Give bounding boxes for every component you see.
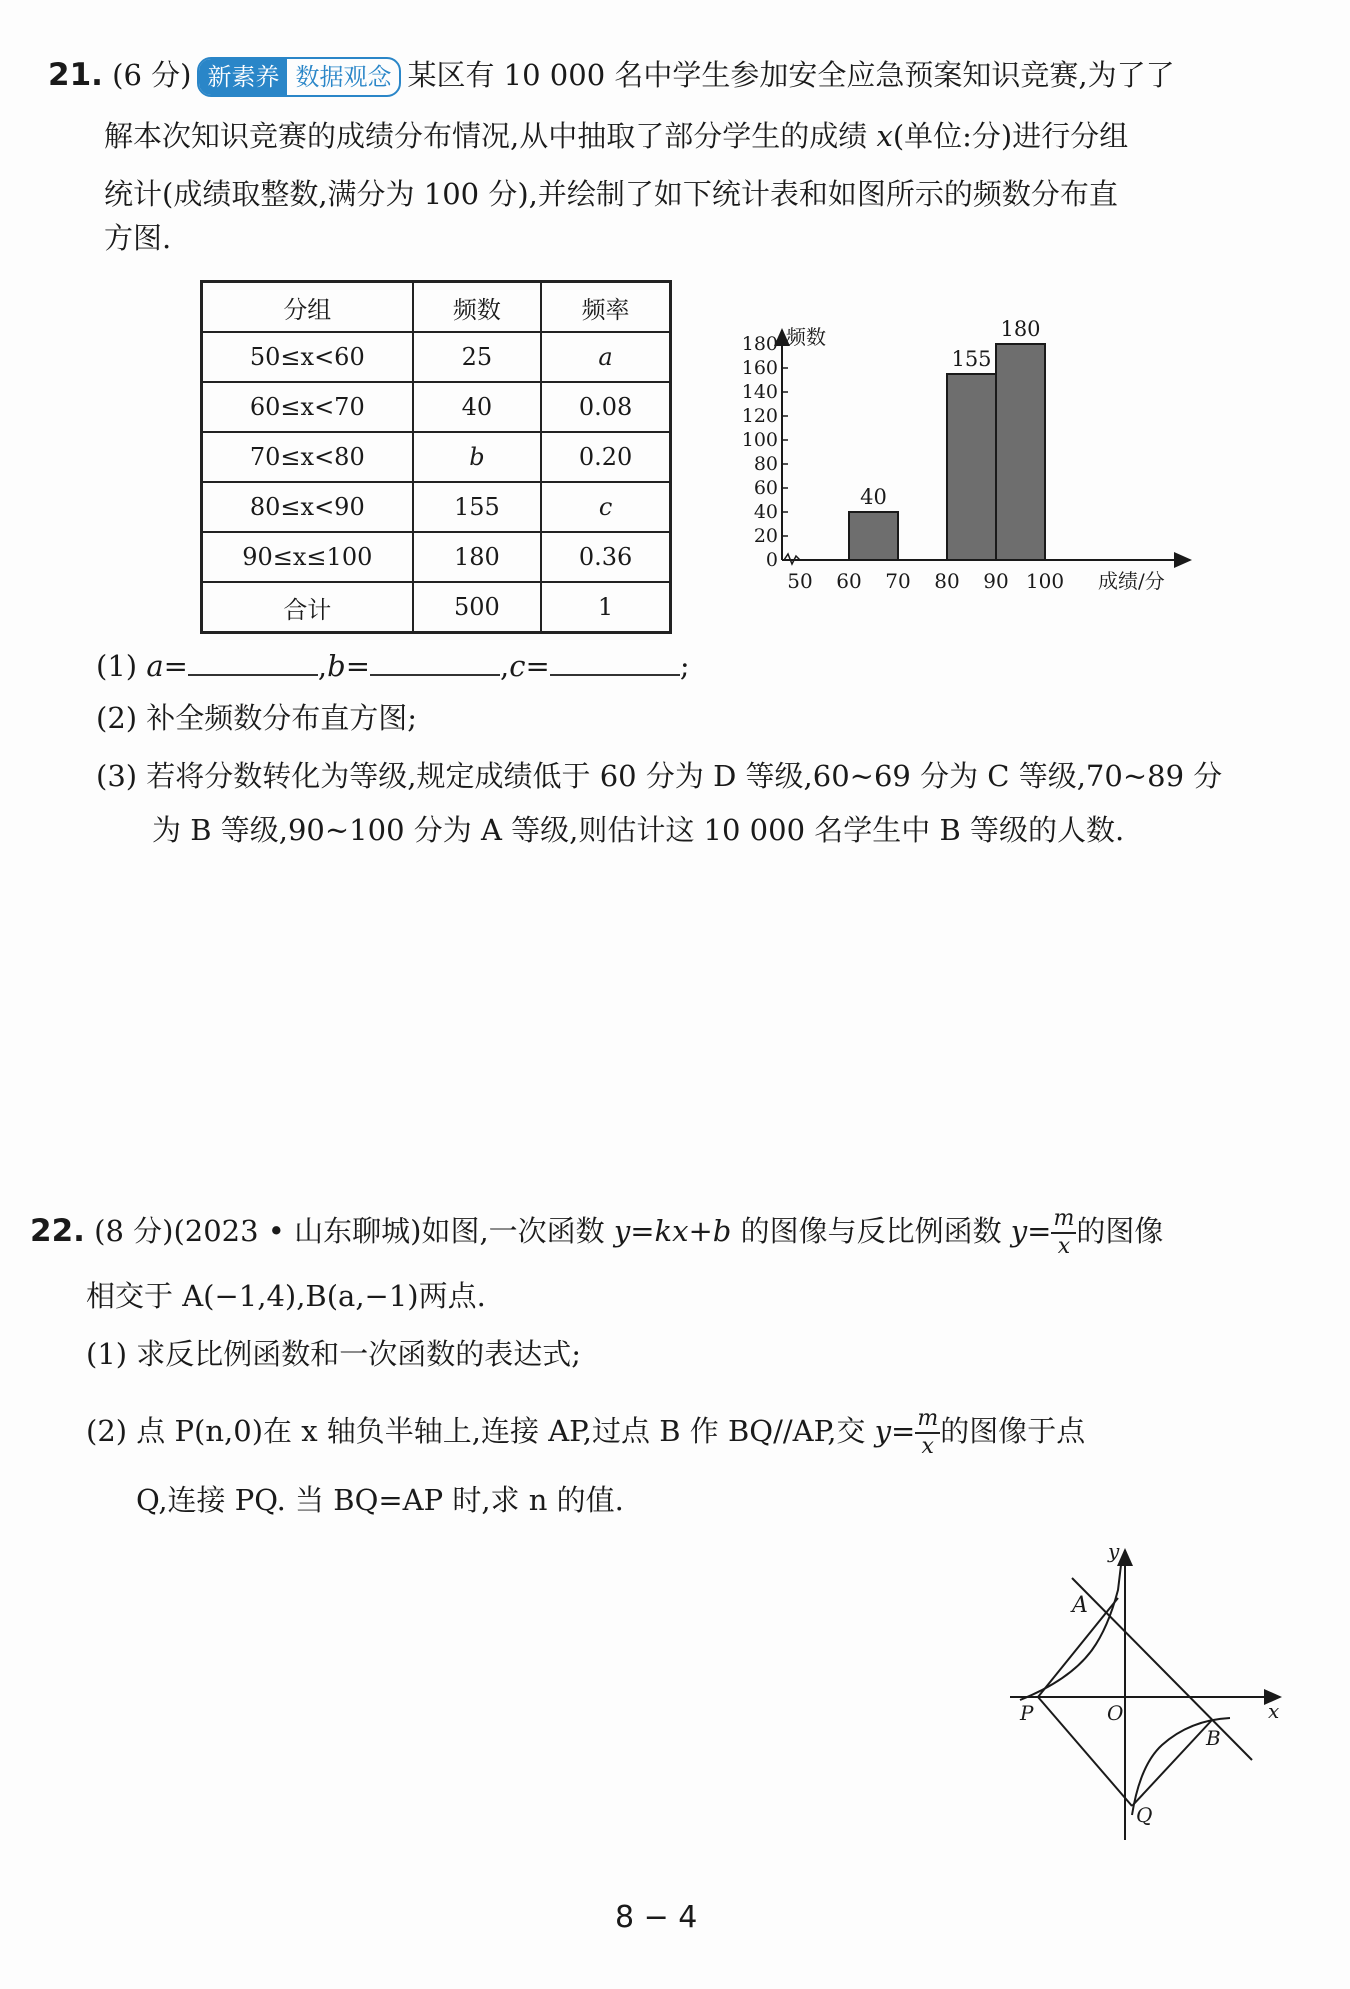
q22-stem-c: 的图像 xyxy=(1076,1214,1164,1248)
y-tick-label: 100 xyxy=(741,429,778,451)
label-Q: Q xyxy=(1136,1803,1153,1827)
q21-stem-line2a: 解本次知识竞赛的成绩分布情况,从中抽取了部分学生的成绩 xyxy=(104,119,877,153)
line-ab xyxy=(1072,1578,1252,1760)
table-cell: c xyxy=(541,482,670,532)
table-cell: 0.08 xyxy=(541,382,670,432)
y-equals: y= xyxy=(1010,1214,1052,1248)
q22-sub2-line1 xyxy=(86,1408,1085,1458)
y-tick-label: 180 xyxy=(741,333,778,355)
fraction-denominator: x xyxy=(921,1434,934,1459)
y-tick-label: 60 xyxy=(753,477,778,499)
q21-points: (6 分) xyxy=(112,58,192,92)
table-header-row xyxy=(202,282,671,333)
x-tick-label: 90 xyxy=(983,569,1009,593)
y-tick-label: 40 xyxy=(753,501,778,523)
q22-points: (8 分) xyxy=(94,1214,174,1248)
table-cell: 1 xyxy=(541,582,670,633)
y-tick-label: 140 xyxy=(741,381,778,403)
y-tick-label: 0 xyxy=(765,549,778,571)
x-tick-label: 100 xyxy=(1025,569,1065,593)
header-rate: 频率 xyxy=(541,282,670,333)
q21-line3: 统计(成绩取整数,满分为 100 分),并绘制了如下统计表和如图所示的频数分布直 xyxy=(104,177,1118,211)
bar-value-label: 40 xyxy=(860,485,887,509)
table-cell: 80≤x<90 xyxy=(202,482,413,532)
table-row xyxy=(202,332,671,382)
fraction-m-over-x-2 xyxy=(915,1408,940,1458)
table-row xyxy=(202,532,671,582)
table-cell: 500 xyxy=(413,582,542,633)
table-cell: 155 xyxy=(413,482,542,532)
sub1-label: (1) xyxy=(96,649,138,683)
label-A: A xyxy=(1072,1593,1088,1618)
var-c: c xyxy=(509,649,526,683)
q22-sub1: (1) 求反比例函数和一次函数的表达式; xyxy=(86,1337,582,1371)
q21-sub2: (2) 补全频数分布直方图; xyxy=(96,701,418,735)
q22-stem-a: 如图,一次函数 xyxy=(421,1214,614,1248)
q21-number: 21. xyxy=(48,57,103,93)
q21-line4: 方图. xyxy=(104,221,172,255)
linear-equation: y=kx+b xyxy=(613,1214,732,1248)
answer-blank-c[interactable] xyxy=(550,648,680,676)
q21-sub1: (1) a= ,b= ,c= ; xyxy=(96,649,690,683)
label-P: P xyxy=(1020,1701,1034,1725)
table-row xyxy=(202,482,671,532)
y-equals-2: y= xyxy=(874,1414,916,1448)
hyperbola-upper-left xyxy=(1020,1565,1121,1700)
table-cell: a xyxy=(541,332,670,382)
q22-sub2-a: (2) 点 P(n,0)在 x 轴负半轴上,连接 AP,过点 B 作 BQ//AP,交 xyxy=(86,1414,875,1448)
tag-secondary: 数据观念 xyxy=(295,63,392,91)
q21-stem-line2b: (单位:分)进行分组 xyxy=(892,119,1129,153)
bar-value-label: 180 xyxy=(1000,320,1041,341)
tag-primary: 新素养 xyxy=(199,59,287,95)
label-O: O xyxy=(1107,1701,1124,1725)
table-cell: 70≤x<80 xyxy=(202,432,413,482)
q22-line2: 相交于 A(−1,4),B(a,−1)两点. xyxy=(86,1279,486,1313)
fraction-numerator: m xyxy=(915,1408,940,1434)
coordinate-figure xyxy=(990,1530,1290,1860)
x-tick-label: 80 xyxy=(934,569,960,593)
bar-value-label: 155 xyxy=(951,347,992,371)
label-y: y xyxy=(1108,1539,1120,1563)
q22-stem-b: 的图像与反比例函数 xyxy=(731,1214,1011,1248)
answer-blank-a[interactable] xyxy=(188,648,318,676)
header-count: 频数 xyxy=(413,282,542,333)
q21-line1 xyxy=(48,55,1175,97)
table-cell: 60≤x<70 xyxy=(202,382,413,432)
y-tick-label: 160 xyxy=(741,357,778,379)
q21-sub3-line2: 为 B 等级,90~100 分为 A 等级,则估计这 10 000 名学生中 B 等级的人数. xyxy=(152,813,1125,847)
frequency-histogram xyxy=(720,320,1200,610)
table-cell: 180 xyxy=(413,532,542,582)
q21-sub3-line1: (3) 若将分数转化为等级,规定成绩低于 60 分为 D 等级,60~69 分为 C 等级,70~89 分 xyxy=(96,759,1223,793)
label-B: B xyxy=(1206,1726,1221,1750)
histogram-bar xyxy=(849,512,898,560)
y-tick-label: 120 xyxy=(741,405,778,427)
table-cell: 0.20 xyxy=(541,432,670,482)
q22-source: (2023 • 山东聊城) xyxy=(173,1214,422,1248)
line-bq xyxy=(1132,1720,1212,1806)
table-cell: b xyxy=(413,432,542,482)
histogram-bar xyxy=(996,344,1045,560)
var-x: x xyxy=(876,119,893,153)
q22-sub2-line2: Q,连接 PQ. 当 BQ=AP 时,求 n 的值. xyxy=(136,1483,624,1517)
page-number: 8 − 4 xyxy=(615,1900,698,1935)
new-literacy-tag xyxy=(197,57,401,97)
fraction-denominator: x xyxy=(1057,1234,1071,1259)
y-tick-label: 80 xyxy=(753,453,778,475)
table-cell: 合计 xyxy=(202,582,413,633)
q22-sub2-b: 的图像于点 xyxy=(940,1414,1086,1448)
var-b: b xyxy=(327,649,346,683)
var-a: a xyxy=(146,649,164,683)
answer-blank-b[interactable] xyxy=(370,648,500,676)
table-cell: 90≤x≤100 xyxy=(202,532,413,582)
x-tick-label: 70 xyxy=(885,569,911,593)
fraction-m-over-x xyxy=(1051,1208,1076,1258)
table-cell: 50≤x<60 xyxy=(202,332,413,382)
q21-line2 xyxy=(104,118,1128,156)
fraction-numerator: m xyxy=(1051,1208,1076,1234)
frequency-table xyxy=(200,280,672,634)
x-tick-label: 50 xyxy=(787,569,813,593)
table-row xyxy=(202,582,671,633)
y-tick-label: 20 xyxy=(753,525,778,547)
table-row xyxy=(202,432,671,482)
table-cell: 40 xyxy=(413,382,542,432)
table-row xyxy=(202,382,671,432)
q21-stem-line1: 某区有 10 000 名中学生参加安全应急预案知识竞赛,为了了 xyxy=(407,58,1175,92)
q22-number: 22. xyxy=(30,1213,85,1249)
table-cell: 0.36 xyxy=(541,532,670,582)
q22-line1 xyxy=(30,1208,1163,1258)
x-axis-label: 成绩/分 xyxy=(1098,569,1165,593)
label-x: x xyxy=(1268,1699,1280,1723)
x-tick-label: 60 xyxy=(836,569,862,593)
header-group: 分组 xyxy=(202,282,413,333)
y-axis-label: 频数 xyxy=(786,325,826,349)
table-cell: 25 xyxy=(413,332,542,382)
histogram-bar xyxy=(947,374,996,560)
